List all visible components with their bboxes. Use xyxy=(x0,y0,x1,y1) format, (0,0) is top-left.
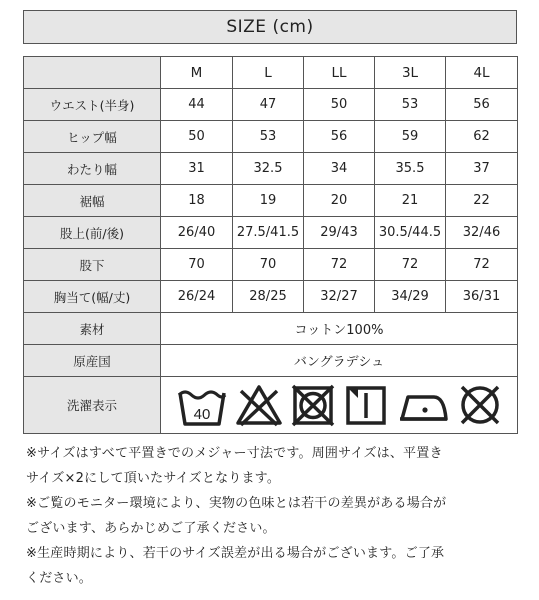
material-value: コットン100% xyxy=(161,313,518,345)
table-cell: 19 xyxy=(233,185,304,217)
size-title xyxy=(23,10,517,44)
table-row xyxy=(24,185,518,217)
row-label: 股上(前/後) xyxy=(24,217,161,249)
table-cell: 27.5/41.5 xyxy=(233,217,304,249)
row-label: 洗濯表示 xyxy=(24,377,161,434)
wash-40-icon xyxy=(176,383,228,427)
row-label: 胸当て(幅/丈) xyxy=(24,281,161,313)
iron-low-icon xyxy=(396,383,450,427)
table-cell: 30.5/44.5 xyxy=(375,217,446,249)
table-cell: 44 xyxy=(161,89,233,121)
table-cell: 36/31 xyxy=(446,281,518,313)
size-table xyxy=(23,56,518,434)
table-cell: 56 xyxy=(446,89,518,121)
table-cell: 31 xyxy=(161,153,233,185)
size-header-row xyxy=(24,57,518,89)
size-title-text: SIZE (cm) xyxy=(226,17,314,37)
row-label: わたり幅 xyxy=(24,153,161,185)
material-row xyxy=(24,313,518,345)
table-cell: 20 xyxy=(304,185,375,217)
note-line: ※サイズはすべて平置きでのメジャー寸法です。周囲サイズは、平置き xyxy=(26,446,443,461)
row-label: 股下 xyxy=(24,249,161,281)
table-cell: 34 xyxy=(304,153,375,185)
row-label: 素材 xyxy=(24,313,161,345)
row-label: 裾幅 xyxy=(24,185,161,217)
table-cell: 18 xyxy=(161,185,233,217)
table-cell: 22 xyxy=(446,185,518,217)
table-cell: 62 xyxy=(446,121,518,153)
table-cell: 29/43 xyxy=(304,217,375,249)
table-cell: 72 xyxy=(304,249,375,281)
no-tumble-dry-icon xyxy=(290,383,336,427)
row-label: ヒップ幅 xyxy=(24,121,161,153)
row-label: 原産国 xyxy=(24,345,161,377)
table-row xyxy=(24,249,518,281)
note-line: ※ご覧のモニター環境により、実物の色味とは若干の差異がある場合が xyxy=(26,496,447,511)
col-header: M xyxy=(161,57,233,89)
origin-row xyxy=(24,345,518,377)
row-label: ウエスト(半身) xyxy=(24,89,161,121)
col-header: 4L xyxy=(446,57,518,89)
table-row xyxy=(24,89,518,121)
table-cell: 56 xyxy=(304,121,375,153)
table-row xyxy=(24,217,518,249)
table-cell: 59 xyxy=(375,121,446,153)
table-cell: 21 xyxy=(375,185,446,217)
header-corner xyxy=(24,57,161,89)
table-cell: 53 xyxy=(375,89,446,121)
wash-temp-text: 40 xyxy=(193,406,210,423)
col-header: 3L xyxy=(375,57,446,89)
table-cell: 47 xyxy=(233,89,304,121)
table-cell: 32/46 xyxy=(446,217,518,249)
table-row xyxy=(24,153,518,185)
line-dry-icon xyxy=(343,383,389,427)
table-cell: 28/25 xyxy=(233,281,304,313)
table-cell: 26/24 xyxy=(161,281,233,313)
table-cell: 53 xyxy=(233,121,304,153)
table-row xyxy=(24,121,518,153)
table-cell: 72 xyxy=(446,249,518,281)
no-dry-clean-icon xyxy=(457,383,503,427)
table-row xyxy=(24,281,518,313)
note-line: ください。 xyxy=(26,571,93,586)
no-bleach-icon xyxy=(235,383,283,427)
note-line: サイズ×2にして頂いたサイズとなります。 xyxy=(26,471,281,486)
table-cell: 32/27 xyxy=(304,281,375,313)
table-cell: 72 xyxy=(375,249,446,281)
table-cell: 50 xyxy=(304,89,375,121)
table-cell: 26/40 xyxy=(161,217,233,249)
table-cell: 37 xyxy=(446,153,518,185)
care-row xyxy=(24,377,518,434)
note-line: ございます、あらかじめご了承ください。 xyxy=(26,521,276,536)
col-header: L xyxy=(233,57,304,89)
table-cell: 35.5 xyxy=(375,153,446,185)
note-line: ※生産時期により、若干のサイズ誤差が出る場合がございます。ご了承 xyxy=(26,546,445,561)
table-cell: 34/29 xyxy=(375,281,446,313)
table-cell: 50 xyxy=(161,121,233,153)
table-cell: 32.5 xyxy=(233,153,304,185)
table-cell: 70 xyxy=(161,249,233,281)
table-cell: 70 xyxy=(233,249,304,281)
origin-value: バングラデシュ xyxy=(161,345,518,377)
col-header: LL xyxy=(304,57,375,89)
care-symbols xyxy=(161,377,518,434)
size-notes xyxy=(26,441,520,591)
